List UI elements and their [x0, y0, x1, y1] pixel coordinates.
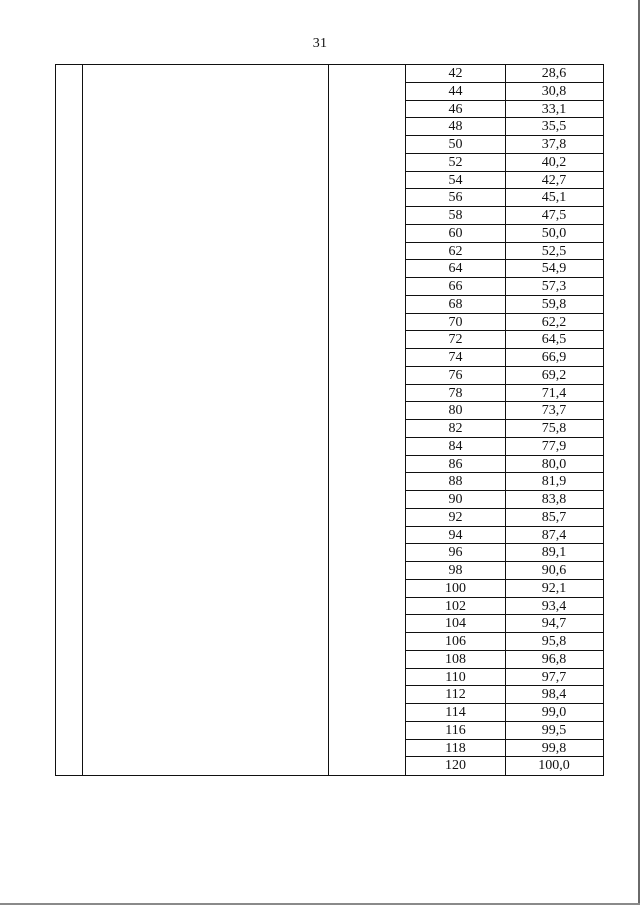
table-cell-key: 102 — [445, 598, 466, 614]
table-row — [406, 189, 603, 207]
table-row — [406, 154, 603, 172]
table-cell-key: 100 — [445, 580, 466, 596]
table-row — [406, 740, 603, 758]
table-cell-key: 70 — [448, 314, 463, 330]
table-row — [406, 349, 603, 367]
table-cell-key: 108 — [445, 651, 466, 667]
table-cell-key: 46 — [448, 101, 463, 117]
table-cell-key: 110 — [445, 669, 466, 685]
table-cell-value: 42,7 — [541, 172, 567, 188]
table-cell-key: 92 — [448, 509, 463, 525]
table-row — [406, 651, 603, 669]
table-cell-key: 48 — [448, 119, 463, 135]
table-cell-value: 99,5 — [541, 722, 567, 738]
table-cell-key: 86 — [448, 456, 463, 472]
table-cell-value: 62,2 — [541, 314, 567, 330]
table-cell-key: 50 — [448, 137, 463, 152]
table-cell-key: 78 — [448, 385, 463, 401]
table-cell-value: 69,2 — [541, 367, 567, 383]
table-row — [406, 278, 603, 296]
table-row — [406, 757, 603, 775]
table-cell-value: 99,0 — [541, 705, 567, 720]
table-cell-key: 88 — [448, 474, 463, 490]
table-cell-value: 33,1 — [541, 101, 567, 117]
table-cell-value: 28,6 — [541, 66, 567, 81]
table-cell-key: 66 — [448, 279, 463, 294]
table-row — [406, 207, 603, 225]
table-cell-key: 68 — [448, 296, 463, 312]
table-row — [406, 438, 603, 456]
table-cell-key: 58 — [448, 208, 463, 223]
table-row — [406, 296, 603, 314]
column-divider — [328, 65, 329, 775]
table-cell-value: 100,0 — [538, 758, 570, 774]
table-cell-key: 52 — [448, 154, 463, 170]
table-row — [406, 331, 603, 349]
table-row — [406, 118, 603, 136]
table-row — [406, 722, 603, 740]
table-cell-key: 56 — [448, 190, 463, 206]
table-row — [406, 260, 603, 278]
table-cell-value: 93,4 — [541, 598, 567, 614]
table-cell-value: 95,8 — [541, 634, 567, 649]
table-cell-value: 77,9 — [541, 438, 567, 454]
table-cell-value: 97,7 — [541, 669, 567, 685]
table-cell-value: 64,5 — [541, 332, 567, 348]
table-row — [406, 491, 603, 509]
table-cell-key: 84 — [448, 438, 463, 454]
table-row — [406, 633, 603, 651]
table-cell-key: 90 — [448, 492, 463, 507]
table-cell-value: 89,1 — [541, 545, 567, 561]
table-cell-key: 104 — [445, 616, 466, 632]
table-cell-key: 114 — [445, 705, 466, 720]
table-cell-key: 72 — [448, 332, 463, 348]
table-cell-value: 52,5 — [541, 243, 567, 259]
table-cell-key: 74 — [448, 350, 463, 365]
table-cell-value: 92,1 — [541, 580, 567, 596]
table-cell-key: 82 — [448, 421, 463, 436]
table-row — [406, 385, 603, 403]
table-row — [406, 580, 603, 598]
table-cell-value: 37,8 — [541, 137, 567, 152]
table-cell-value: 30,8 — [541, 83, 567, 99]
column-divider — [82, 65, 83, 775]
table-row — [406, 686, 603, 704]
table-cell-value: 96,8 — [541, 651, 567, 667]
table-row — [406, 544, 603, 562]
table-cell-key: 96 — [448, 545, 463, 561]
table-body — [406, 65, 603, 775]
table-cell-value: 85,7 — [541, 509, 567, 525]
table-row — [406, 101, 603, 119]
table-row — [406, 225, 603, 243]
table-cell-key: 118 — [445, 740, 466, 756]
table-row — [406, 456, 603, 474]
table-row — [406, 473, 603, 491]
page-number: 31 — [312, 36, 328, 51]
table-cell-value: 40,2 — [541, 154, 567, 170]
table-cell-value: 57,3 — [541, 279, 567, 294]
table-row — [406, 172, 603, 190]
table-cell-key: 80 — [448, 403, 463, 419]
table-cell-value: 73,7 — [541, 403, 567, 419]
table-cell-value: 87,4 — [541, 527, 567, 543]
table-row — [406, 527, 603, 545]
table-cell-value: 90,6 — [541, 563, 567, 578]
table-cell-key: 116 — [445, 722, 466, 738]
table-cell-key: 42 — [448, 66, 463, 81]
table-row — [406, 509, 603, 527]
table-cell-key: 60 — [448, 225, 463, 241]
table-cell-value: 75,8 — [541, 421, 567, 436]
table-row — [406, 562, 603, 580]
table-cell-key: 120 — [445, 758, 466, 774]
table-cell-value: 71,4 — [541, 385, 567, 401]
table-cell-value: 66,9 — [541, 350, 567, 365]
table-cell-value: 50,0 — [541, 225, 567, 241]
table-row — [406, 402, 603, 420]
table-cell-value: 99,8 — [541, 740, 567, 756]
table-cell-value: 54,9 — [541, 261, 567, 277]
table-cell-value: 94,7 — [541, 616, 567, 632]
table-cell-value: 47,5 — [541, 208, 567, 223]
table-cell-key: 106 — [445, 634, 466, 649]
table-row — [406, 704, 603, 722]
table-cell-key: 112 — [445, 687, 466, 703]
table-row — [406, 314, 603, 332]
table-row — [406, 669, 603, 687]
table-cell-value: 35,5 — [541, 119, 567, 135]
table-cell-value: 81,9 — [541, 474, 567, 490]
table-row — [406, 83, 603, 101]
table-cell-key: 94 — [448, 527, 463, 543]
table-row — [406, 598, 603, 616]
table-row — [406, 65, 603, 83]
table-row — [406, 136, 603, 154]
table-row — [406, 367, 603, 385]
table-cell-key: 98 — [448, 563, 463, 578]
table-cell-value: 45,1 — [541, 190, 567, 206]
table-cell-value: 59,8 — [541, 296, 567, 312]
table-row — [406, 420, 603, 438]
table-cell-value: 98,4 — [541, 687, 567, 703]
table-row — [406, 243, 603, 261]
table-cell-key: 64 — [448, 261, 463, 277]
table-cell-value: 83,8 — [541, 492, 567, 507]
table-cell-key: 76 — [448, 367, 463, 383]
table-row — [406, 615, 603, 633]
table-cell-key: 54 — [448, 172, 463, 188]
data-table — [55, 64, 604, 776]
table-cell-key: 62 — [448, 243, 463, 259]
table-cell-key: 44 — [448, 83, 463, 99]
table-cell-value: 80,0 — [541, 456, 567, 472]
